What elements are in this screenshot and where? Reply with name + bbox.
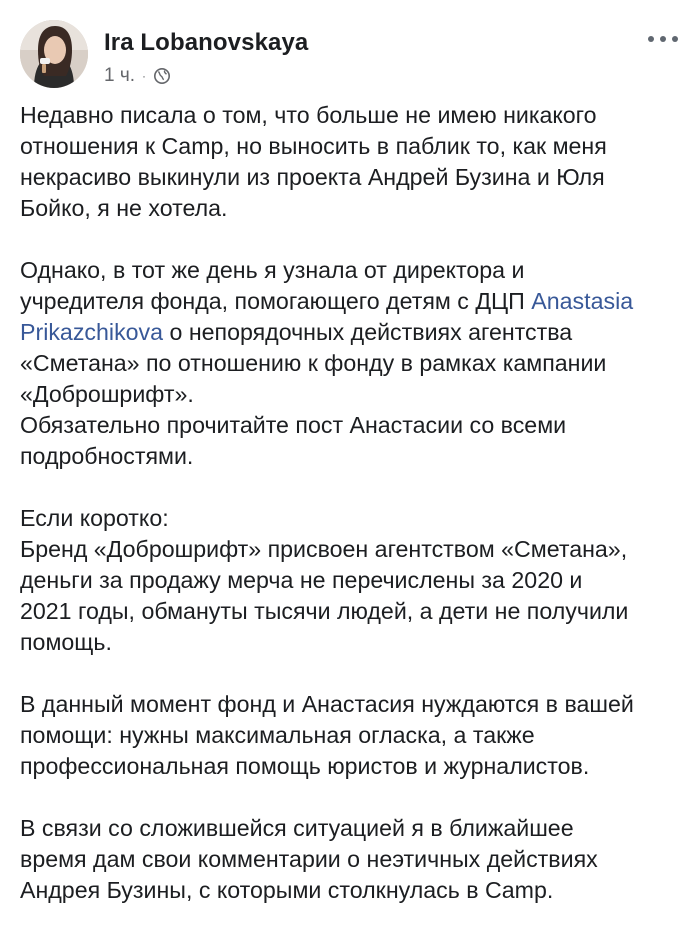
post-paragraph-3: Если коротко: Бренд «Доброшрифт» присвоен агентством «Сметана», деньги за продажу мерча не перечислены за 2020 и 2021 годы, обмануты тысячи людей, а дети не получили помощь. [20, 505, 629, 655]
meta-separator: · [142, 69, 147, 83]
avatar-photo [20, 20, 88, 88]
author-name[interactable]: Ira Lobanovskaya [104, 29, 309, 56]
post-paragraph-5: В связи со сложившейся ситуацией я в ближайшее время дам свои комментарии о неэтичных действиях Андрея Бузины, с которыми столкнулась в Camp. [20, 815, 598, 903]
more-dot [672, 36, 678, 42]
more-dot [660, 36, 666, 42]
globe-icon[interactable] [153, 67, 171, 85]
post-timestamp[interactable]: 1 ч. [104, 65, 136, 86]
post-paragraph-1: Недавно писала о том, что больше не имею никакого отношения к Camp, но выносить в паблик то, как меня некрасиво выкинули из проекта Андрей Бузина и Юля Бойко, я не хотела. [20, 102, 607, 221]
post-paragraph-2 [20, 255, 690, 472]
post-header [20, 20, 680, 90]
more-options-icon[interactable] [648, 30, 678, 48]
paragraph-text: о непорядочных действиях агентства «Сметана» по отношению к фонду в рамках кампании «Доброшрифт». Обязательно прочитайте пост Анастасии со всеми подробностями. [20, 319, 607, 469]
mention-link[interactable]: Anastasia Prikazchikova [20, 288, 634, 345]
post-paragraph-4: В данный момент фонд и Анастасия нуждаются в вашей помощи: нужны максимальная огласка, а также профессиональная помощь юристов и журналистов. [20, 691, 634, 779]
avatar[interactable] [20, 20, 88, 88]
post-body [20, 100, 690, 937]
post-meta [104, 64, 171, 88]
paragraph-text: Однако, в тот же день я узнала от директора и учредителя фонда, помогающего детям с ДЦП [20, 257, 525, 314]
more-dot [648, 36, 654, 42]
